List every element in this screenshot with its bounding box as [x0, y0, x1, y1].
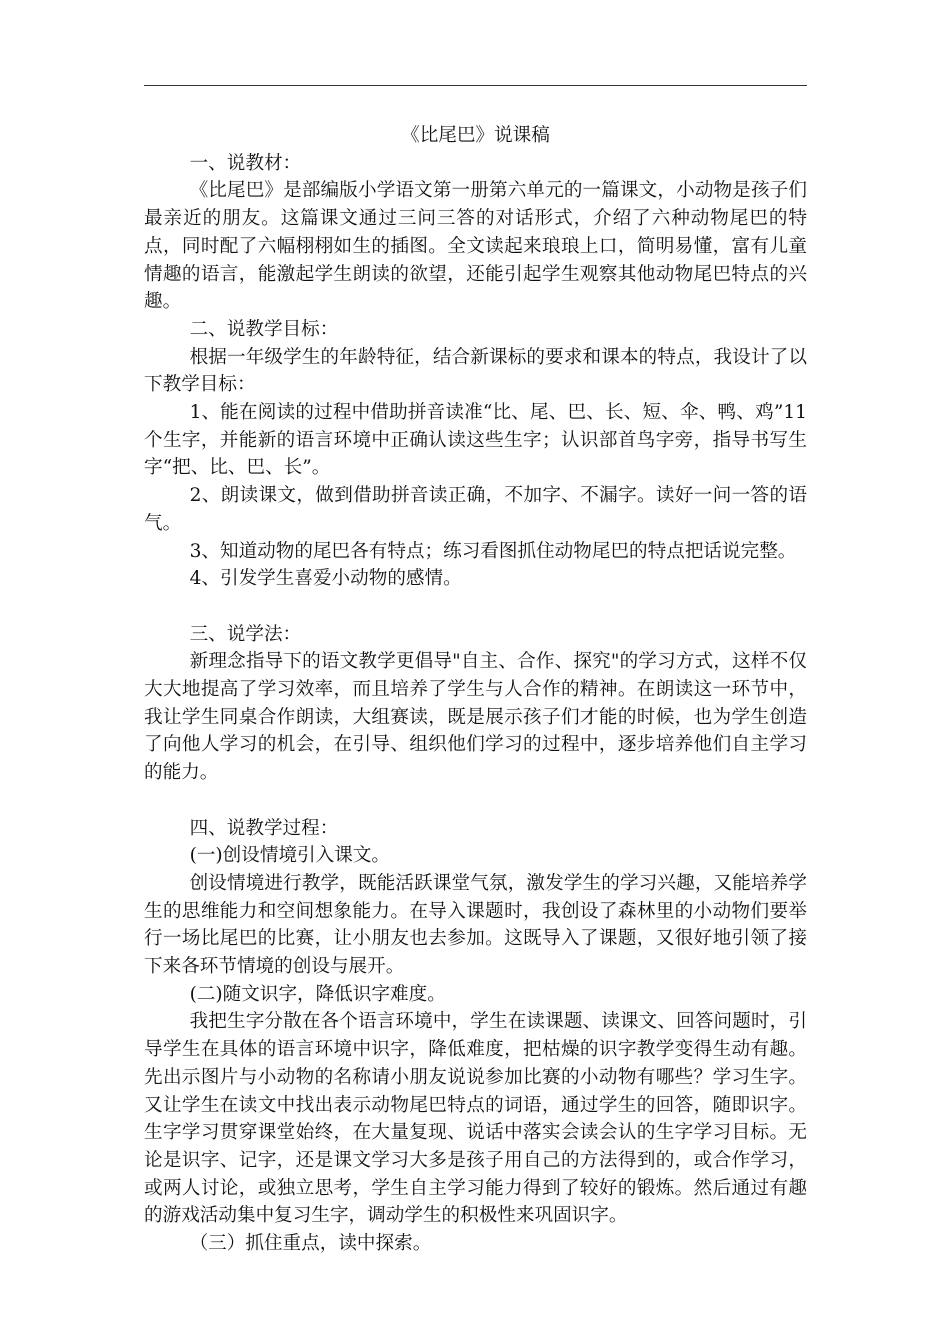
paragraph-textbook: 《比尾巴》是部编版小学语文第一册第六单元的一篇课文，小动物是孩子们最亲近的朋友。这篇课文通过三问三答的对话形式，介绍了六种动物尾巴的特点，同时配了六幅栩栩如生的插图。全文读起来琅琅上口，简明易懂，富有儿童情趣的语言，能激起学生朗读的欲望，还能引起学生观察其他动物尾巴特点的兴趣。 [144, 180, 807, 313]
paragraph-goals-intro: 根据一年级学生的年龄特征，结合新课标的要求和课本的特点，我设计了以下教学目标： [144, 346, 807, 396]
subheading-process-3: （三）抓住重点，读中探索。 [189, 1233, 432, 1255]
subheading-process-2: (二)随文识字，降低识字难度。 [189, 983, 446, 1005]
paragraph-process-1: 创设情境进行教学，既能活跃课堂气氛，激发学生的学习兴趣，又能培养学生的思维能力和空间想象能力。在导入课题时，我创设了森林里的小动物们要举行一场比尾巴的比赛，让小朋友也去参加。这既导入了课题，又很好地引领了接下来各环节情境的创设与展开。 [144, 872, 807, 978]
section-heading-learning-method: 三、说学法： [189, 623, 302, 645]
section-heading-process: 四、说教学过程： [189, 817, 339, 839]
header-rule [144, 85, 807, 86]
goal-item-3: 3、知道动物的尾巴各有特点；练习看图抓住动物尾巴的特点把话说完整。 [189, 540, 797, 562]
section-heading-goals: 二、说教学目标： [189, 318, 339, 340]
document-body [144, 122, 807, 1258]
subheading-process-1: (一)创设情境引入课文。 [189, 845, 391, 867]
paragraph-learning-method: 新理念指导下的语文教学更倡导"自主、合作、探究"的学习方式，这样不仅大大地提高了学习效率，而且培养了学生与人合作的精神。在朗读这一环节中，我让学生同桌合作朗读，大组赛读，既是展示孩子们才能的时候，也为学生创造了向他人学习的机会，在引导、组织他们学习的过程中，逐步培养他们自主学习的能力。 [144, 651, 807, 784]
goal-item-1: 1、能在阅读的过程中借助拼音读准“比、尾、巴、长、短、伞、鸭、鸡”11个生字，并能新的语言环境中正确认读这些生字；认识部首鸟字旁，指导书写生字“把、比、巴、长”。 [144, 402, 807, 479]
section-heading-textbook: 一、说教材： [189, 152, 302, 174]
goal-item-4: 4、引发学生喜爱小动物的感情。 [189, 568, 462, 590]
document-title: 《比尾巴》说课稿 [401, 125, 550, 146]
goal-item-2: 2、朗读课文，做到借助拼音读正确，不加字、不漏字。读好一问一答的语气。 [144, 485, 807, 534]
blank-line [144, 787, 807, 815]
paragraph-process-2: 我把生字分散在各个语言环境中，学生在读课题、读课文、回答问题时，引导学生在具体的语言环境中识字，降低难度，把枯燥的识字教学变得生动有趣。先出示图片与小动物的名称请小朋友说说参加比赛的小动物有哪些？学习生字。又让学生在读文中找出表示动物尾巴特点的词语，通过学生的回答，随即识字。生字学习贯穿课堂始终，在大量复现、说话中落实会读会认的生字学习目标。无论是识字、记字，还是课文学习大多是孩子用自己的方法得到的，或合作学习，或两人讨论，或独立思考，学生自主学习能力得到了较好的锻炼。然后通过有趣的游戏活动集中复习生字，调动学生的积极性来巩固识字。 [144, 1011, 807, 1227]
blank-line [144, 593, 807, 621]
